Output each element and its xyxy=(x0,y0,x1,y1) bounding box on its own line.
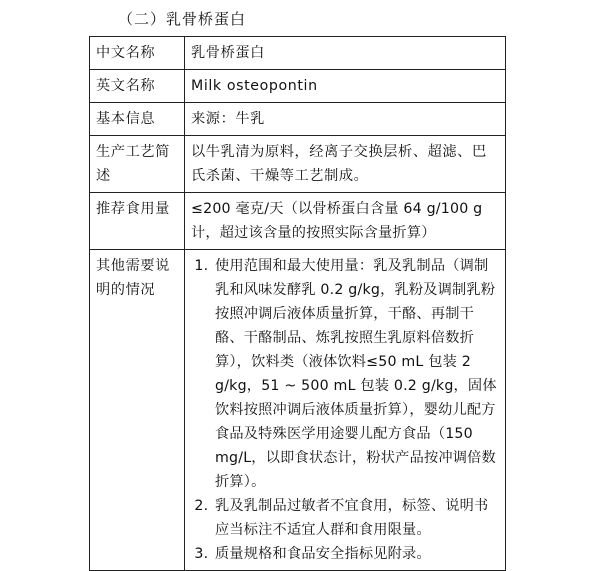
row-label: 其他需要说明的情况 xyxy=(90,250,185,571)
row-label: 中文名称 xyxy=(90,37,185,70)
ingredient-spec-table xyxy=(89,36,506,571)
list-item: 2. 乳及乳制品过敏者不宜食用，标签、说明书应当标注不适宜人群和食用限量。 xyxy=(213,494,499,542)
table-row xyxy=(90,103,506,136)
row-value: 乳骨桥蛋白 xyxy=(185,37,506,70)
row-value: Milk osteopontin xyxy=(185,70,506,103)
table-row xyxy=(90,193,506,250)
row-label: 推荐食用量 xyxy=(90,193,185,250)
section-title: （二）乳骨桥蛋白 xyxy=(118,10,247,28)
row-value: 以牛乳清为原料，经离子交换层析、超滤、巴氏杀菌、干燥等工艺制成。 xyxy=(185,136,506,193)
table-row xyxy=(90,70,506,103)
list-item: 1. 使用范围和最大使用量：乳及乳制品（调制乳和风味发酵乳 0.2 g/kg，乳粉及调制乳粉按照冲调后液体质量折算，干酪、再制干酪、干酪制品、炼乳按照生乳原料倍数折算），饮料类（液体饮料≤50 mL 包装 2 g/kg，51 ~ 500 mL 包装 0.2 g/kg，固体饮料按照冲调后液体质量折算），婴幼儿配方食品及特殊医学用途婴儿配方食品（150 mg/L，以即食状态计，粉状产品按冲调倍数折算）。 xyxy=(213,254,499,494)
table-row xyxy=(90,250,506,571)
table-row xyxy=(90,37,506,70)
row-value: 来源：牛乳 xyxy=(185,103,506,136)
notes-list xyxy=(191,254,499,566)
row-label: 生产工艺简述 xyxy=(90,136,185,193)
table-row xyxy=(90,136,506,193)
row-value: ≤200 毫克/天（以骨桥蛋白含量 64 g/100 g 计，超过该含量的按照实际含量折算） xyxy=(185,193,506,250)
row-value-notes xyxy=(185,250,506,571)
list-item: 3. 质量规格和食品安全指标见附录。 xyxy=(213,542,499,566)
row-label: 英文名称 xyxy=(90,70,185,103)
row-label: 基本信息 xyxy=(90,103,185,136)
